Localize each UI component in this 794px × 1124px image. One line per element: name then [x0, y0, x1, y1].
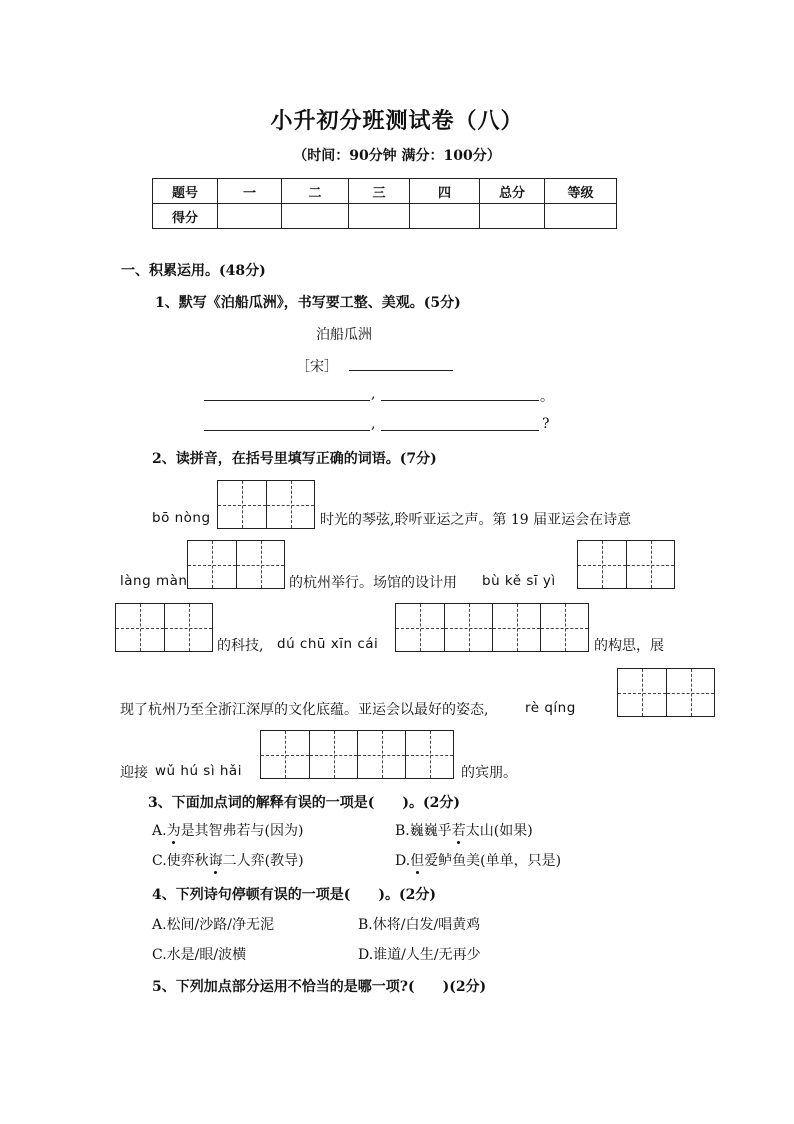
char-cell[interactable] — [266, 481, 314, 528]
page-title: 小升初分班测试卷（八） — [270, 108, 524, 134]
table-header-cell: 一 — [218, 179, 282, 204]
table-header-cell: 四 — [410, 179, 480, 204]
option-d[interactable]: D.谁道/人生/无再少 — [358, 947, 481, 963]
answer-grid[interactable] — [115, 603, 213, 652]
char-cell[interactable] — [236, 541, 284, 588]
answer-grid[interactable] — [217, 480, 315, 529]
poem-dynasty: ［宋］ — [296, 359, 338, 375]
option-text: D. — [395, 853, 411, 869]
char-cell[interactable] — [188, 541, 236, 588]
poem-line-blank[interactable] — [381, 430, 539, 431]
option-text: B.巍巍乎 — [395, 823, 452, 839]
option-c[interactable] — [152, 850, 304, 870]
question-4-prompt: 4、下列诗句停顿有误的一项是( )。(2分) — [152, 887, 436, 903]
score-table — [152, 178, 617, 229]
question-2-prompt: 2、读拼音，在括号里填写正确的词语。(7分) — [152, 451, 437, 467]
option-b[interactable]: B.休将/白发/唱黄鸡 — [358, 917, 481, 933]
char-cell[interactable] — [444, 604, 492, 651]
punctuation: ? — [542, 416, 550, 432]
question-1-prompt: 1、默写《泊船瓜洲》，书写要工整、美观。(5分) — [155, 295, 461, 311]
passage-text: 的杭州举行。场馆的设计用 — [289, 575, 457, 591]
punctuation: , — [371, 416, 376, 432]
passage-text: 的宾朋。 — [461, 765, 517, 781]
char-cell[interactable] — [357, 731, 405, 778]
option-d[interactable] — [395, 850, 561, 870]
char-cell[interactable] — [309, 731, 357, 778]
passage-text: 时光的琴弦,聆听亚运之声。第 19 届亚运会在诗意 — [320, 512, 632, 528]
option-text: 二人弈(教导) — [222, 853, 304, 869]
char-cell[interactable] — [540, 604, 588, 651]
char-cell[interactable] — [261, 731, 309, 778]
dotted-word: 为 — [166, 823, 181, 839]
question-5-prompt: 5、下列加点部分运用不恰当的是哪一项?( )(2分) — [152, 979, 487, 995]
passage-text: 迎接 — [120, 765, 148, 781]
option-text: C.使弈秋 — [152, 853, 209, 869]
passage-text: 的科技, — [217, 638, 264, 654]
char-cell[interactable] — [116, 604, 164, 651]
char-cell[interactable] — [578, 541, 626, 588]
score-cell[interactable] — [410, 204, 480, 229]
table-header-cell: 题号 — [153, 179, 218, 204]
answer-grid[interactable] — [395, 603, 589, 652]
passage-text: 现了杭州乃至全浙江深厚的文化底蕴。亚运会以最好的姿态, — [120, 702, 489, 718]
score-cell[interactable] — [218, 204, 282, 229]
passage-text: 的构思，展 — [594, 638, 664, 654]
char-cell[interactable] — [405, 731, 453, 778]
table-row-label: 得分 — [153, 204, 218, 229]
punctuation: , — [371, 386, 376, 402]
punctuation: 。 — [540, 389, 554, 405]
score-cell[interactable] — [282, 204, 349, 229]
pinyin-prompt: rè qíng — [525, 700, 576, 716]
answer-grid[interactable] — [577, 540, 675, 589]
dotted-word: 但 — [410, 853, 425, 869]
answer-grid[interactable] — [187, 540, 285, 589]
char-cell[interactable] — [626, 541, 674, 588]
pinyin-prompt: làng màn — [120, 573, 188, 589]
option-text: 太山(如果) — [465, 823, 533, 839]
score-cell[interactable] — [480, 204, 545, 229]
table-score-row — [153, 204, 617, 229]
option-c[interactable]: C.水是/眼/波横 — [152, 947, 247, 963]
dotted-word: 诲 — [208, 853, 223, 869]
pinyin-prompt: dú chū xīn cái — [277, 636, 379, 652]
option-text: 爱鲈鱼美(单单，只是) — [424, 853, 562, 869]
option-b[interactable] — [395, 820, 533, 840]
answer-grid[interactable] — [260, 730, 454, 779]
pinyin-prompt: bō nòng — [152, 510, 211, 526]
answer-grid[interactable] — [617, 668, 715, 717]
question-3-prompt: 3、下面加点词的解释有误的一项是( )。(2分) — [148, 795, 460, 811]
poem-line-blank[interactable] — [204, 430, 370, 431]
char-cell[interactable] — [218, 481, 266, 528]
pinyin-prompt: bù kě sī yì — [482, 573, 556, 589]
author-blank[interactable] — [349, 370, 453, 371]
score-cell[interactable] — [349, 204, 410, 229]
table-header-cell: 等级 — [545, 179, 617, 204]
option-a[interactable] — [152, 820, 304, 840]
pinyin-prompt: wǔ hú sì hǎi — [155, 763, 242, 779]
char-cell[interactable] — [396, 604, 444, 651]
char-cell[interactable] — [492, 604, 540, 651]
char-cell[interactable] — [164, 604, 212, 651]
poem-line-blank[interactable] — [204, 400, 370, 401]
poem-line-blank[interactable] — [381, 400, 539, 401]
table-header-cell: 总分 — [480, 179, 545, 204]
section-heading: 一、积累运用。(48分) — [121, 263, 266, 279]
score-cell[interactable] — [545, 204, 617, 229]
option-text: A. — [152, 823, 167, 839]
dotted-word: 若 — [451, 823, 466, 839]
table-header-row — [153, 179, 617, 204]
option-text: 是其智弗若与(因为) — [180, 823, 304, 839]
option-a[interactable]: A.松间/沙路/净无泥 — [152, 917, 274, 933]
table-header-cell: 二 — [282, 179, 349, 204]
char-cell[interactable] — [618, 669, 666, 716]
char-cell[interactable] — [666, 669, 714, 716]
exam-info: （时间：90分钟 满分：100分） — [293, 148, 501, 164]
table-header-cell: 三 — [349, 179, 410, 204]
poem-title: 泊船瓜洲 — [316, 327, 372, 343]
